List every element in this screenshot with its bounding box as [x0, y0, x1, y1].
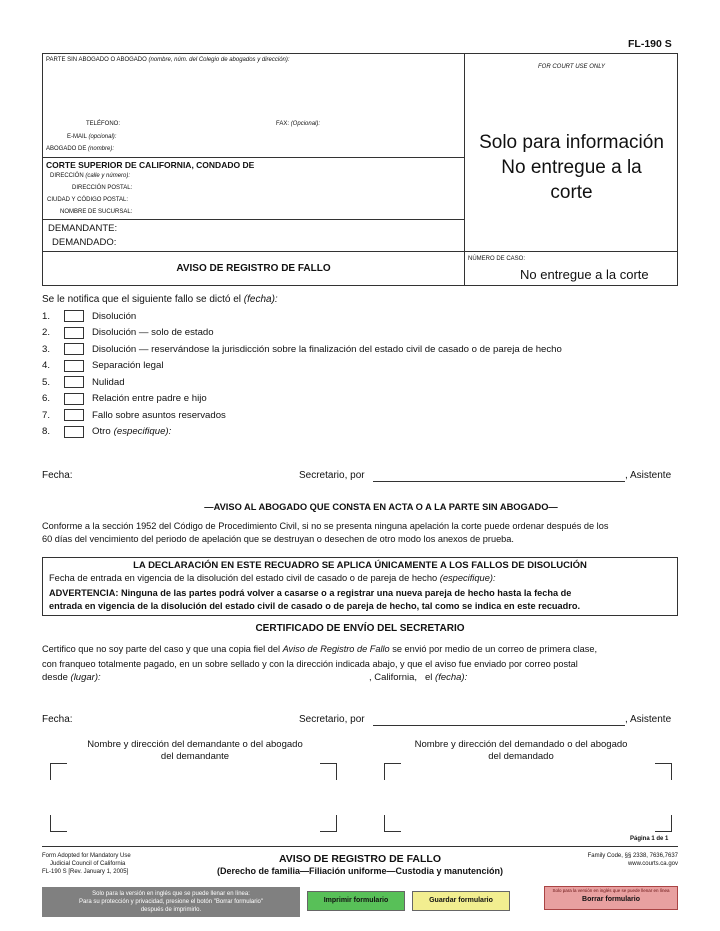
item-number: 5. — [42, 376, 51, 388]
form-number: FL-190 S — [628, 38, 672, 50]
clerk-signature-line-2[interactable] — [373, 725, 625, 726]
respondent-label: DEMANDADO: — [52, 237, 117, 248]
california-label: , California, el (fecha): — [369, 672, 468, 683]
item-number: 6. — [42, 393, 51, 404]
case-number-label: NÚMERO DE CASO: — [468, 256, 526, 262]
email-label: E-MAIL (opcional): — [67, 134, 117, 140]
certificate-text: Certifico que no soy parte del caso y que una copia fiel del Aviso de Registro de Fallo se envió por medio de un correo de primera clase, con franqueo totalmente pagado, en un sobre sellado y con la dirección indicada abajo, y que el aviso fue enviado por correo postal — [42, 644, 598, 669]
clerk-label-1: Secretario, por — [299, 470, 365, 481]
print-form-button[interactable]: Imprimir formulario — [307, 891, 405, 911]
item-number: 3. — [42, 343, 51, 355]
attorney-notice-title: —AVISO AL ABOGADO QUE CONSTA EN ACTA O A LA PARTE SIN ABOGADO— — [204, 502, 558, 512]
warning-text: ADVERTENCIA: Ninguna de las partes podrá volver a casarse o a registrar una nueva pareja de hecho hasta la fecha de entrada en vigencia de la disolución del estado civil de casado o de pareja de hecho, tal como se indica en este recuadro. — [49, 588, 581, 611]
attorney-notice-text: Conforme a la sección 1952 del Código de Procedimiento Civil, si no se presenta ninguna apelación la corte puede ordenar después de los 60 días del vencimiento del periodo de apelación que se destruyan o desechen de otro modo los anexos de prueba. — [42, 521, 609, 544]
item-number: 2. — [42, 327, 51, 338]
respondent-address-label: Nombre y dirección del demandado o del abogado del demandado — [414, 739, 628, 762]
item-label: Disolución — [92, 310, 137, 322]
judgment-item — [42, 392, 207, 406]
item-number: 4. — [42, 360, 51, 371]
petitioner-address-label: Nombre y dirección del demandante o del abogado del demandante — [87, 739, 303, 762]
certificate-title: CERTIFICADO DE ENVÍO DEL SECRETARIO — [255, 623, 465, 634]
petitioner-label: DEMANDANTE: — [48, 223, 118, 234]
item-checkbox[interactable] — [64, 409, 84, 421]
attorney-label: PARTE SIN ABOGADO O ABOGADO (nombre, núm. del Colegio de abogados y dirección): — [46, 57, 290, 63]
effective-date-label: Fecha de entrada en vigencia de la disolución del estado civil de casado o de pareja de hecho (especifique): — [49, 573, 496, 583]
info-stamp: Solo para información No entregue a la corte — [479, 132, 664, 203]
deputy-label-1: , Asistente — [625, 470, 672, 481]
item-checkbox[interactable] — [64, 393, 84, 405]
item-checkbox[interactable] — [64, 310, 84, 322]
deputy-label-2: , Asistente — [625, 714, 672, 725]
street-label: DIRECCIÓN (calle y número): — [50, 173, 131, 179]
court-use-label: FOR COURT USE ONLY — [537, 64, 605, 70]
case-number-value: No entregue a la corte — [520, 267, 649, 282]
item-checkbox[interactable] — [64, 343, 84, 355]
branch-label: NOMBRE DE SUCURSAL: — [60, 209, 133, 215]
item-checkbox[interactable] — [64, 360, 84, 372]
clerk-label-2: Secretario, por — [299, 714, 365, 725]
phone-label: TELÉFONO: — [86, 121, 121, 127]
judgment-item — [42, 326, 214, 340]
fax-label: FAX: (Opcional): — [276, 121, 321, 127]
legal-citation: Family Code, §§ 2338, 7636,7637 www.courts.ca.gov — [587, 853, 678, 867]
item-label: Disolución — reservándose la jurisdicción sobre la finalización del estado civil de casado o de pareja de hecho — [92, 343, 562, 355]
item-label: Otro — [92, 426, 111, 437]
notice-intro: Se le notifica que el siguiente fallo se dictó el (fecha): — [42, 294, 278, 305]
item-label: Relación entre padre e hijo — [92, 393, 207, 404]
item-number: 1. — [42, 310, 51, 322]
item-number: 7. — [42, 409, 51, 421]
item-checkbox[interactable] — [64, 376, 84, 388]
dissolution-box-title: LA DECLARACIÓN EN ESTE RECUADRO SE APLICA ÚNICAMENTE A LOS FALLOS DE DISOLUCIÓN — [133, 560, 587, 571]
judgment-item — [42, 375, 125, 389]
judgment-item — [42, 408, 226, 422]
footer-title: AVISO DE REGISTRO DE FALLO — [279, 853, 441, 865]
mailed-from-label: desde (lugar): — [42, 672, 101, 683]
footer-subtitle: (Derecho de familia—Filiación uniforme—Custodia y manutención) — [216, 866, 504, 876]
date-label-2: Fecha: — [42, 714, 73, 725]
item-checkbox[interactable] — [64, 426, 84, 438]
city-label: CIUDAD Y CÓDIGO POSTAL: — [47, 197, 129, 203]
page-number: Página 1 de 1 — [630, 836, 669, 842]
judgment-item — [42, 359, 163, 373]
judgment-item — [42, 342, 562, 356]
item-hint: (especifique): — [113, 426, 172, 437]
item-number: 8. — [42, 426, 51, 437]
form-title: AVISO DE REGISTRO DE FALLO — [176, 263, 331, 274]
attorney-for-label: ABOGADO DE (nombre): — [46, 146, 115, 152]
mailing-label: DIRECCIÓN POSTAL: — [72, 185, 133, 191]
adopted-text: Form Adopted for Mandatory Use Judicial Council of California FL-190 S [Rev. January 1, 2005] — [42, 853, 131, 875]
court-title: CORTE SUPERIOR DE CALIFORNIA, CONDADO DE — [46, 160, 255, 170]
judgment-item — [42, 309, 136, 323]
privacy-note: Solo para la versión en inglés que se puede llenar en línea: Para su protección y privacidad, presione el botón "Borrar formulario" después de imprimirlo. — [42, 887, 300, 917]
item-label: Separación legal — [92, 360, 164, 371]
item-label: Disolución — solo de estado — [92, 327, 214, 338]
clerk-signature-line-1[interactable] — [373, 481, 625, 482]
judgment-item — [42, 425, 171, 439]
item-checkbox[interactable] — [64, 327, 84, 339]
item-label: Fallo sobre asuntos reservados — [92, 409, 226, 421]
item-label: Nulidad — [92, 376, 125, 388]
save-form-button[interactable]: Guardar formulario — [412, 891, 510, 911]
date-label-1: Fecha: — [42, 470, 73, 481]
clear-form-button[interactable]: Solo para la versión en inglés que se puede llenar en línea Borrar formulario — [544, 886, 678, 910]
